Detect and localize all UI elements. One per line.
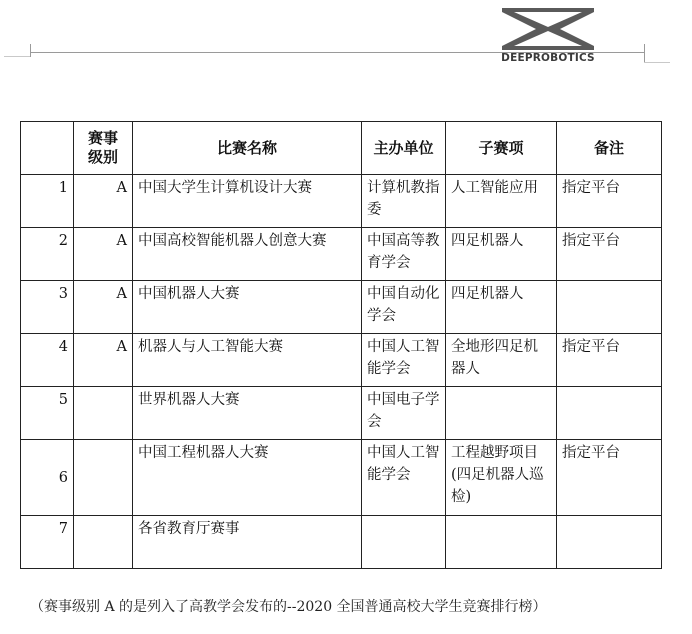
table-header-row [21, 122, 662, 175]
row-organizer: 计算机教指委 [362, 175, 446, 228]
row-sub-event: 工程越野项目(四足机器人巡检) [446, 440, 557, 516]
row-sub-event [446, 516, 557, 569]
row-sub-event [446, 387, 557, 440]
row-level: A [74, 175, 133, 228]
row-index: 2 [21, 228, 74, 281]
row-index: 7 [21, 516, 74, 569]
row-name: 各省教育厅赛事 [133, 516, 362, 569]
row-sub-event: 四足机器人 [446, 281, 557, 334]
row-organizer: 中国人工智能学会 [362, 334, 446, 387]
row-organizer: 中国人工智能学会 [362, 440, 446, 516]
row-level [74, 387, 133, 440]
table-row [21, 440, 662, 516]
header-rule-right [644, 62, 670, 63]
header-level: 赛事级别 [74, 122, 133, 175]
header-organizer: 主办单位 [362, 122, 446, 175]
row-remark [557, 281, 662, 334]
table-row [21, 516, 662, 569]
row-remark: 指定平台 [557, 175, 662, 228]
row-level: A [74, 334, 133, 387]
row-remark [557, 387, 662, 440]
table-row [21, 228, 662, 281]
competition-table [20, 121, 662, 569]
table-row [21, 175, 662, 228]
header-remark: 备注 [557, 122, 662, 175]
row-level [74, 516, 133, 569]
row-index: 6 [21, 440, 74, 516]
table-row [21, 334, 662, 387]
row-remark: 指定平台 [557, 440, 662, 516]
deeprobotics-x-logo-icon [500, 8, 596, 50]
row-index: 5 [21, 387, 74, 440]
header-name: 比赛名称 [133, 122, 362, 175]
row-index: 4 [21, 334, 74, 387]
header-corner-left [30, 44, 31, 57]
row-name: 中国高校智能机器人创意大赛 [133, 228, 362, 281]
brand-logo [496, 8, 600, 68]
table-row [21, 281, 662, 334]
row-organizer: 中国高等教育学会 [362, 228, 446, 281]
row-sub-event: 全地形四足机器人 [446, 334, 557, 387]
row-level: A [74, 281, 133, 334]
row-name: 中国机器人大赛 [133, 281, 362, 334]
row-name: 机器人与人工智能大赛 [133, 334, 362, 387]
brand-wordmark: DEEPROBOTICS [501, 52, 595, 64]
row-organizer: 中国自动化学会 [362, 281, 446, 334]
row-level [74, 440, 133, 516]
header-index [21, 122, 74, 175]
row-remark: 指定平台 [557, 228, 662, 281]
row-index: 1 [21, 175, 74, 228]
row-remark: 指定平台 [557, 334, 662, 387]
row-name: 世界机器人大赛 [133, 387, 362, 440]
row-name: 中国工程机器人大赛 [133, 440, 362, 516]
header-sub-event: 子赛项 [446, 122, 557, 175]
row-name: 中国大学生计算机设计大赛 [133, 175, 362, 228]
header-corner-right [644, 44, 645, 62]
row-sub-event: 四足机器人 [446, 228, 557, 281]
row-level: A [74, 228, 133, 281]
row-organizer [362, 516, 446, 569]
table-row [21, 387, 662, 440]
row-remark [557, 516, 662, 569]
footnote: （赛事级别 A 的是列入了高教学会发布的--2020 全国普通高校大学生竞赛排行榜） [30, 599, 547, 615]
row-index: 3 [21, 281, 74, 334]
row-sub-event: 人工智能应用 [446, 175, 557, 228]
row-organizer: 中国电子学会 [362, 387, 446, 440]
header-rule-left [4, 56, 30, 57]
